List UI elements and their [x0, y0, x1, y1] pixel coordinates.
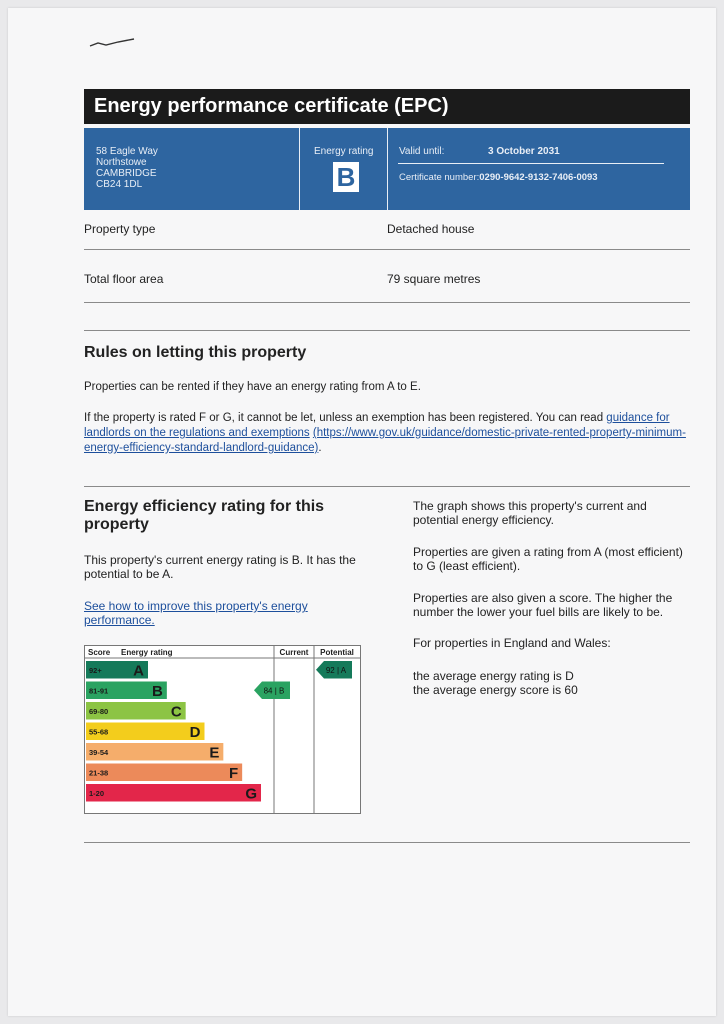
address-line: 58 Eagle Way	[96, 146, 158, 157]
energy-rating-label: Energy rating	[314, 146, 374, 157]
pen-mark	[88, 34, 138, 52]
certificate-summary-box	[84, 128, 690, 210]
rules-text: If the property is rated F or G, it cannot be let, unless an exemption has been registered. You can read	[84, 412, 607, 424]
floor-area-label: Total floor area	[84, 272, 164, 286]
average-rating-text: the average energy rating is D	[413, 669, 574, 683]
band-letter-label: A	[133, 662, 144, 680]
floor-area-value: 79 square metres	[387, 272, 481, 286]
chart-header-label: Current	[279, 648, 309, 657]
rating-explanation: Properties are given a rating from A (most efficient) to G (least efficient).	[413, 545, 683, 573]
address-line: CAMBRIDGE	[96, 168, 157, 179]
band-score-label: 55-68	[89, 727, 109, 737]
valid-until-date: 3 October 2031	[488, 146, 560, 157]
current-rating-text: This property's current energy rating is B. It has the potential to be A.	[84, 553, 356, 581]
energy-rating-badge: B	[333, 162, 359, 192]
chart-header-label: Energy rating	[121, 648, 173, 657]
certificate-number-label: Certificate number:	[399, 172, 480, 183]
band-letter-label: D	[189, 724, 201, 741]
divider	[84, 842, 690, 843]
rules-paragraph-exemptions	[84, 411, 694, 456]
band-score-label: 81-91	[89, 686, 109, 696]
landlord-guidance-link[interactable]: guidance for landlords on the regulations and exemptions	[84, 412, 670, 439]
divider	[84, 249, 690, 250]
landlord-guidance-url[interactable]: (https://www.gov.uk/guidance/domestic-private-rented-property-minimum-energy-efficiency-standard-landlord-guidance)	[84, 427, 686, 454]
address-line: CB24 1DL	[96, 179, 143, 190]
average-score-text: the average energy score is 60	[413, 683, 578, 697]
rules-heading: Rules on letting this property	[84, 344, 307, 361]
divider	[84, 330, 690, 331]
divider	[299, 128, 300, 210]
property-type-label: Property type	[84, 222, 156, 236]
certificate-number	[399, 172, 598, 183]
property-type-value: Detached house	[387, 222, 475, 236]
divider	[398, 163, 664, 164]
band-letter-label: C	[170, 703, 182, 721]
valid-until-label: Valid until:	[399, 146, 445, 157]
divider	[84, 302, 690, 303]
chart-header-label: Score	[88, 648, 111, 657]
band-score-label: 92+	[89, 666, 102, 675]
potential-rating-marker-label: 92 | A	[325, 666, 347, 675]
certificate-number-value: 0290-9642-9132-7406-0093	[479, 172, 598, 183]
property-address	[96, 146, 158, 190]
band-score-label: 69-80	[89, 707, 109, 716]
band-bar-g	[116, 784, 261, 802]
band-score-label: 21-38	[89, 768, 109, 778]
band-score-label: 39-54	[89, 748, 109, 757]
band-letter-label: G	[245, 785, 257, 803]
rules-paragraph: Properties can be rented if they have an energy rating from A to E.	[84, 381, 421, 393]
current-rating-marker-label: 84 | B	[263, 686, 285, 696]
divider	[84, 486, 690, 487]
chart-header-label: Potential	[320, 648, 354, 657]
energy-rating-chart	[84, 645, 362, 815]
england-wales-label: For properties in England and Wales:	[413, 636, 611, 650]
rules-text: .	[318, 442, 322, 454]
band-letter-label: E	[209, 744, 220, 762]
page-title: Energy performance certificate (EPC)	[84, 89, 690, 124]
graph-explanation: The graph shows this property's current and potential energy efficiency.	[413, 499, 647, 527]
efficiency-heading: Energy efficiency rating for this property	[84, 498, 325, 533]
band-letter-label: F	[228, 765, 239, 782]
band-score-label: 1-20	[89, 789, 105, 798]
band-letter-label: B	[151, 683, 163, 700]
band-bar-f	[116, 764, 242, 782]
improve-performance-link[interactable]: See how to improve this property's energy performance.	[84, 599, 308, 627]
address-line: Northstowe	[96, 157, 147, 168]
divider	[387, 128, 388, 210]
score-explanation: Properties are also given a score. The higher the number the lower your fuel bills are likely to be.	[413, 591, 673, 619]
band-bar-e	[116, 743, 223, 761]
